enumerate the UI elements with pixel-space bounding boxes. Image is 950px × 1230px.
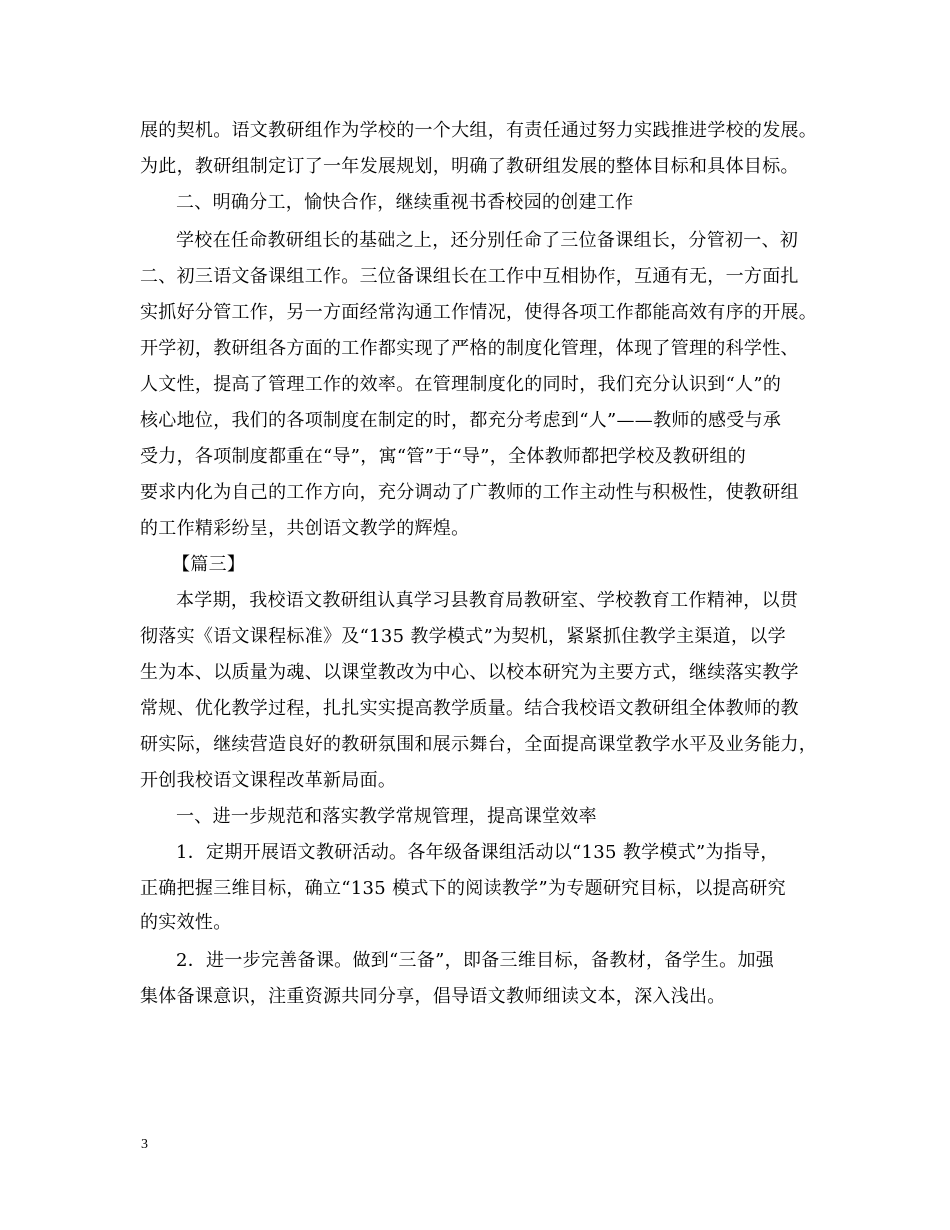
text-line: 集体备课意识，注重资源共同分享，倡导语文教师细读文本，深入浅出。	[140, 986, 726, 1007]
text-line: 二、初三语文备课组工作。三位备课组长在工作中互相协作，互通有无，一方面扎	[140, 266, 799, 287]
text-line: 为此，教研组制定订了一年发展规划，明确了教研组发展的整体目标和具体目标。	[140, 156, 799, 177]
page-number: 3	[141, 1137, 148, 1152]
text-line: 本学期，我校语文教研组认真学习县教育局教研室、学校教育工作精神，以贯	[176, 590, 799, 611]
text-line: 开创我校语文课程改革新局面。	[140, 770, 397, 791]
text-line: 开学初，教研组各方面的工作都实现了严格的制度化管理，体现了管理的科学性、	[140, 338, 799, 359]
text-line: 2．进一步完善备课。做到“三备”，即备三维目标，备教材，备学生。加强	[176, 950, 775, 971]
text-line: 正确把握三维目标，确立“135 模式下的阅读教学”为专题研究目标，以提高研究	[140, 878, 786, 899]
text-line: 核心地位，我们的各项制度在制定的时，都充分考虑到“人”——教师的感受与承	[140, 410, 782, 431]
text-line: 受力，各项制度都重在“导”，寓“管”于“导”，全体教师都把学校及教研组的	[140, 446, 747, 467]
text-line: 学校在任命教研组长的基础之上，还分别任命了三位备课组长，分管初一、初	[176, 230, 799, 251]
text-line: 的工作精彩纷呈，共创语文教学的辉煌。	[140, 518, 470, 539]
text-line: 生为本、以质量为魂、以课堂教改为中心、以校本研究为主要方式，继续落实教学	[140, 662, 799, 683]
text-line: 展的契机。语文教研组作为学校的一个大组，有责任通过努力实践推进学校的发展。	[140, 120, 818, 141]
section-heading: 二、明确分工，愉快合作，继续重视书香校园的创建工作	[176, 192, 634, 213]
text-line: 的实效性。	[140, 912, 232, 933]
text-line: 彻落实《语文课程标准》及“135 教学模式”为契机，紧紧抓住教学主渠道，以学	[140, 626, 786, 647]
text-line: 1．定期开展语文教研活动。各年级备课组活动以“135 教学模式”为指导，	[176, 842, 779, 863]
text-line: 人文性，提高了管理工作的效率。在管理制度化的同时，我们充分认识到“人”的	[140, 374, 782, 395]
chapter-heading: 【篇三】	[172, 554, 246, 575]
text-line: 实抓好分管工作，另一方面经常沟通工作情况，使得各项工作都能高效有序的开展。	[140, 302, 818, 323]
section-heading: 一、进一步规范和落实教学常规管理，提高课堂效率	[176, 806, 597, 827]
text-line: 常规、优化教学过程，扎扎实实提高教学质量。结合我校语文教研组全体教师的教	[140, 698, 799, 719]
text-line: 研实际，继续营造良好的教研氛围和展示舞台，全面提高课堂教学水平及业务能力，	[140, 734, 818, 755]
text-line: 要求内化为自己的工作方向，充分调动了广教师的工作主动性与积极性，使教研组	[140, 482, 799, 503]
